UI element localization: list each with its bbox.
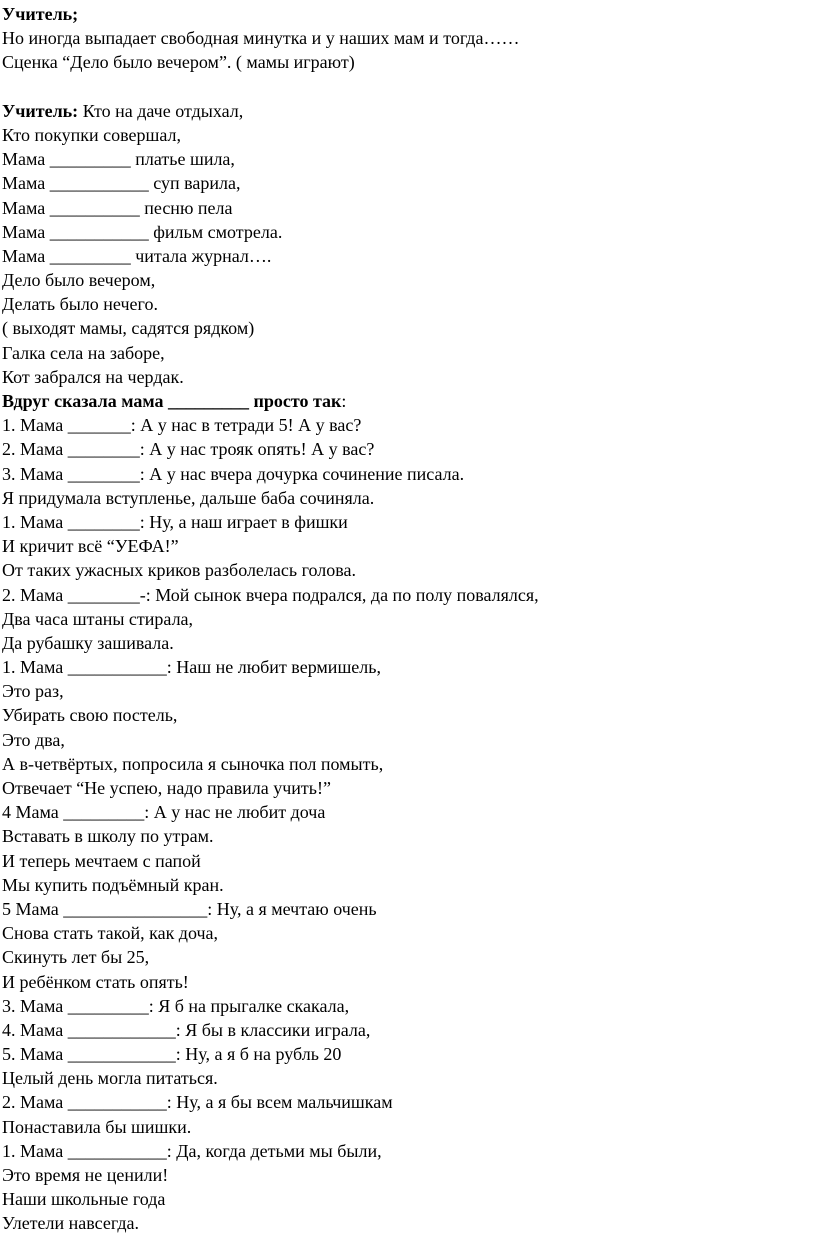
- text-line: [2, 437, 812, 461]
- line-text: Два часа штаны стирала,: [2, 608, 194, 629]
- line-text: 5. Мама ____________: Ну, а я б на рубль 20: [2, 1044, 342, 1065]
- text-line: [2, 1187, 812, 1211]
- text-line: [2, 123, 812, 147]
- line-text: Это раз,: [2, 681, 64, 702]
- text-line: [2, 849, 812, 873]
- line-text: Я придумала вступленье, дальше баба сочиняла.: [2, 487, 375, 508]
- line-text: Мама _________ читала журнал….: [2, 245, 272, 266]
- text-line: [2, 292, 812, 316]
- line-text: Делать было нечего.: [2, 294, 158, 315]
- line-text: 4. Мама ____________: Я бы в классики играла,: [2, 1019, 371, 1040]
- line-text: Снова стать такой, как доча,: [2, 923, 219, 944]
- line-text: Целый день могла питаться.: [2, 1068, 218, 1089]
- text-line: [2, 607, 812, 631]
- text-line: [2, 824, 812, 848]
- text-line: [2, 268, 812, 292]
- text-line: [2, 583, 812, 607]
- text-line: [2, 2, 812, 26]
- line-text: 1. Мама _______: А у нас в тетради 5! А у вас?: [2, 415, 362, 436]
- text-line: [2, 196, 812, 220]
- text-line: [2, 800, 812, 824]
- bold-text: Учитель;: [2, 4, 79, 24]
- text-line: [2, 703, 812, 727]
- line-text: Кот забрался на чердак.: [2, 366, 184, 387]
- line-text: И кричит всё “УЕФА!”: [2, 536, 179, 557]
- blank-line: [2, 75, 812, 99]
- line-text: Убирать свою постель,: [2, 705, 178, 726]
- line-text: 2. Мама ________-: Мой сынок вчера подрался, да по полу повалялся,: [2, 584, 539, 605]
- line-text: Мама __________ песню пела: [2, 197, 233, 218]
- line-text: Кто покупки совершал,: [2, 124, 181, 145]
- text-line: [2, 462, 812, 486]
- line-text: 1. Мама ________: Ну, а наш играет в фишки: [2, 511, 348, 532]
- text-line: [2, 1163, 812, 1187]
- text-line: [2, 220, 812, 244]
- bold-text: Вдруг сказала мама _________ просто так: [2, 391, 342, 411]
- text-line: [2, 1115, 812, 1139]
- text-line: [2, 50, 812, 74]
- line-text: 1. Мама ___________: Наш не любит вермишель,: [2, 657, 381, 678]
- line-text: Но иногда выпадает свободная минутка и у наших мам и тогда……: [2, 28, 520, 49]
- text-line: [2, 147, 812, 171]
- line-text: И теперь мечтаем с папой: [2, 850, 201, 871]
- line-text: Мама ___________ фильм смотрела.: [2, 221, 283, 242]
- text-line: [2, 1066, 812, 1090]
- bold-text: Учитель:: [2, 100, 79, 121]
- text-line: [2, 1090, 812, 1114]
- text-line: [2, 510, 812, 534]
- text-line: [2, 413, 812, 437]
- intro-block: [2, 2, 812, 75]
- line-text: Улетели навсегда.: [2, 1213, 140, 1234]
- line-text: Это время не ценили!: [2, 1165, 169, 1185]
- text-line: [2, 1042, 812, 1066]
- line-text: :: [341, 391, 347, 411]
- text-line: [2, 970, 812, 994]
- line-text: Мама _________ платье шила,: [2, 149, 235, 170]
- text-line: [2, 776, 812, 800]
- line-text: Вставать в школу по утрам.: [2, 826, 214, 847]
- text-line: [2, 897, 812, 921]
- line-text: Дело было вечером,: [2, 270, 156, 291]
- text-line: [2, 921, 812, 945]
- text-line: [2, 171, 812, 195]
- line-text: От таких ужасных криков разболелась голова.: [2, 560, 357, 581]
- line-text: 1. Мама ___________: Да, когда детьми мы были,: [2, 1140, 382, 1161]
- text-line: [2, 655, 812, 679]
- text-line: [2, 244, 812, 268]
- line-text: Наши школьные года: [2, 1189, 166, 1210]
- line-text: Мама ___________ суп варила,: [2, 173, 241, 194]
- line-text: Да рубашку зашивала.: [2, 632, 174, 653]
- line-text: Кто на даче отдыхал,: [78, 100, 244, 121]
- line-text: 2. Мама ___________: Ну, а я бы всем мальчишкам: [2, 1092, 393, 1113]
- line-text: Галка села на заборе,: [2, 342, 165, 363]
- line-text: Понаставила бы шишки.: [2, 1116, 192, 1137]
- line-text: А в-четвёртых, попросила я сыночка пол помыть,: [2, 753, 384, 774]
- text-line: [2, 1211, 812, 1235]
- text-line: [2, 728, 812, 752]
- text-line: [2, 679, 812, 703]
- text-line: [2, 26, 812, 50]
- text-line: [2, 994, 812, 1018]
- line-text: Скинуть лет бы 25,: [2, 947, 150, 968]
- line-text: Сценка “Дело было вечером”. ( мамы играют): [2, 52, 355, 73]
- text-line: [2, 316, 812, 340]
- line-text: 3. Мама _________: Я б на прыгалке скакала,: [2, 995, 350, 1016]
- text-line: [2, 365, 812, 389]
- line-text: 4 Мама _________: А у нас не любит доча: [2, 802, 326, 823]
- line-text: 2. Мама ________: А у нас трояк опять! А у вас?: [2, 439, 375, 460]
- line-text: 3. Мама ________: А у нас вчера дочурка сочинение писала.: [2, 463, 465, 484]
- line-text: Отвечает “Не успею, надо правила учить!”: [2, 778, 331, 798]
- text-line: [2, 752, 812, 776]
- document-page: [2, 2, 812, 1236]
- text-line: [2, 486, 812, 510]
- text-line: [2, 341, 812, 365]
- text-line: [2, 389, 812, 413]
- text-line: [2, 534, 812, 558]
- line-text: Это два,: [2, 729, 65, 750]
- text-line: [2, 873, 812, 897]
- line-text: И ребёнком стать опять!: [2, 971, 189, 992]
- text-line: [2, 631, 812, 655]
- scene-text-block: [2, 99, 812, 1236]
- text-line: [2, 99, 812, 123]
- text-line: [2, 945, 812, 969]
- text-line: [2, 1018, 812, 1042]
- text-line: [2, 558, 812, 582]
- text-line: [2, 1139, 812, 1163]
- line-text: 5 Мама ________________: Ну, а я мечтаю очень: [2, 898, 377, 919]
- line-text: ( выходят мамы, садятся рядком): [2, 318, 255, 339]
- line-text: Мы купить подъёмный кран.: [2, 874, 224, 895]
